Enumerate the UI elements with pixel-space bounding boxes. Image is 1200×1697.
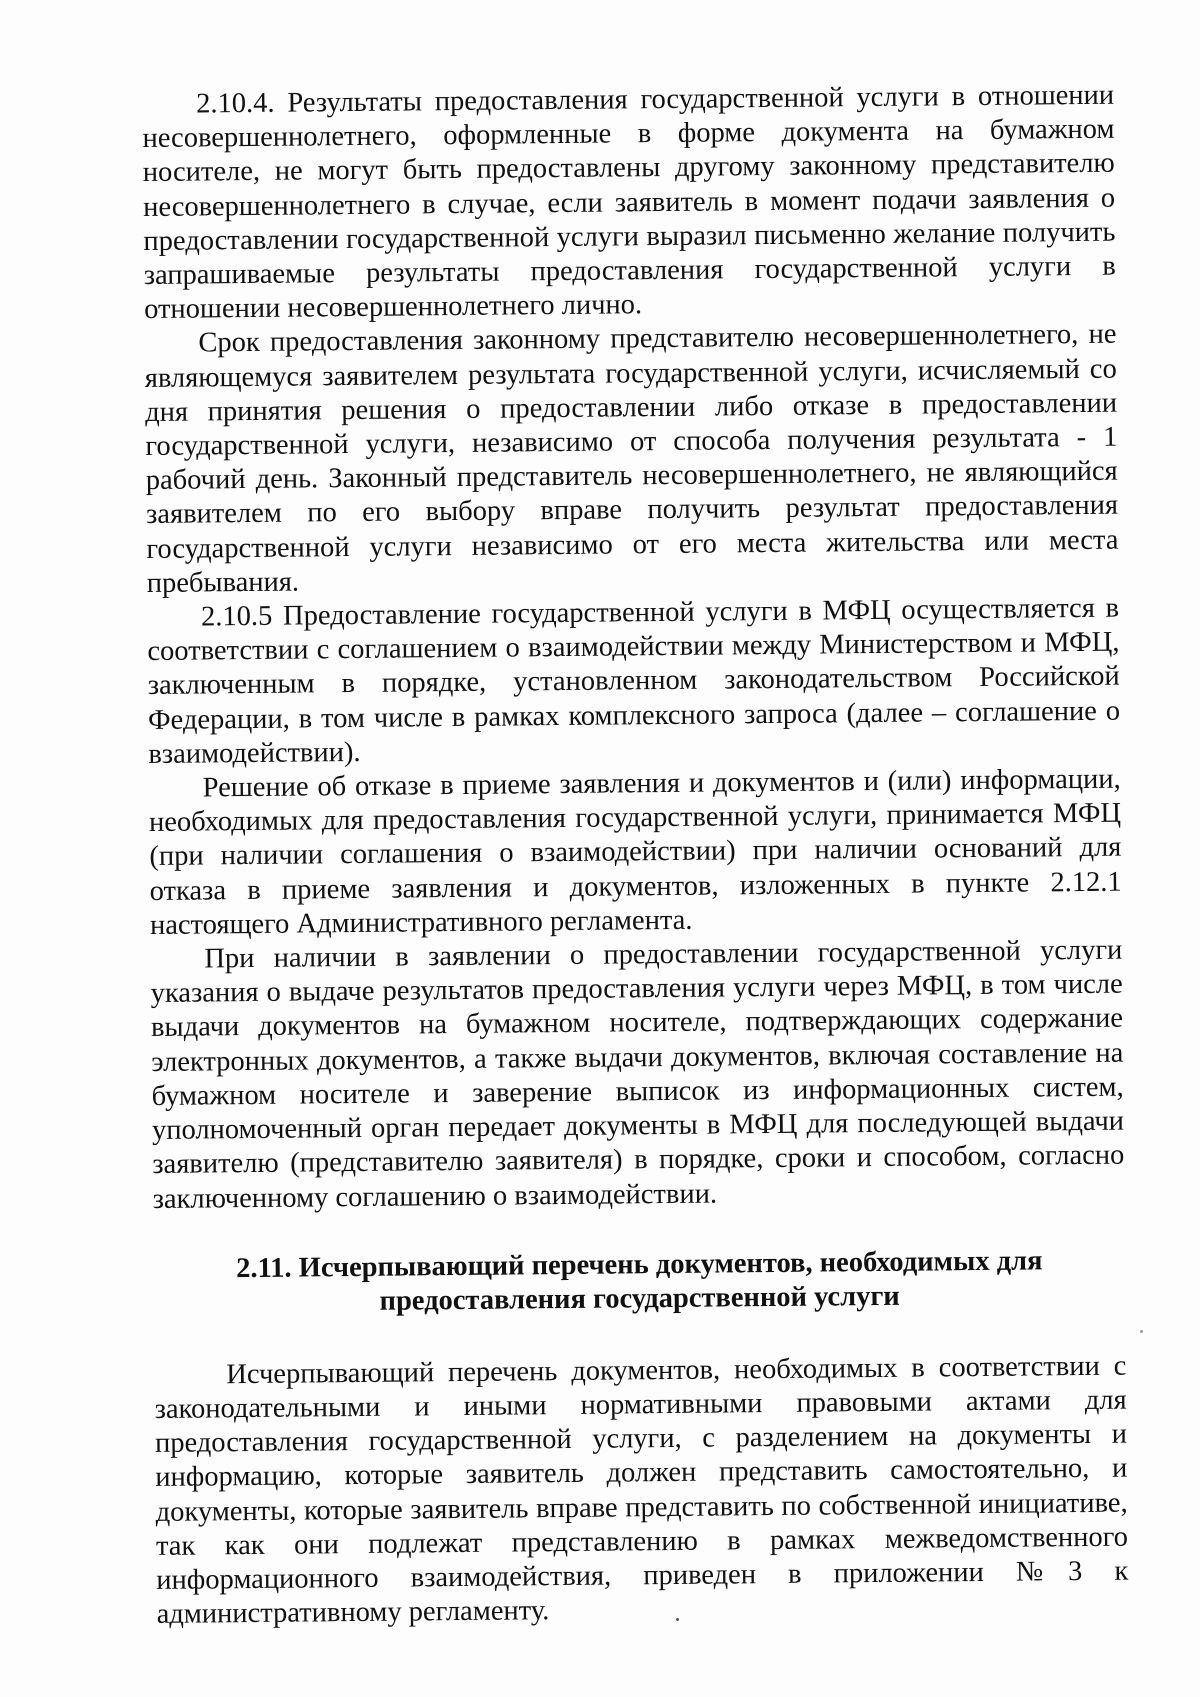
document-body: [142, 79, 1129, 1633]
section-heading-line-2: предоставления государственной услуги: [379, 1280, 900, 1317]
paragraph-refusal: Решение об отказе в приеме заявления и документов и (или) информации, необходимых для предоставления государственной услуги, принимается МФЦ (при наличии соглашения о взаимодействии) при наличии оснований для отказа в приеме заявления и документов, изложенных в пункте 2.12.1 настоящего Административного регламента.: [148, 763, 1122, 941]
paragraph-mfc-delivery: При наличии в заявлении о предоставлении государственной услуги указания о выдаче результатов предоставления услуги через МФЦ, в том числе выдачи документов на бумажном носителе, подтверждающих содержание электронных документов, а также выдачи документов, включая составление на бумажном носителе и заверение выписок из информационных систем, уполномоченный орган передает документы в МФЦ для последующей выдачи заявителю (представителю заявителя) в порядке, сроки и способом, согласно заключенному соглашению о взаимодействии.: [150, 934, 1125, 1215]
paragraph-2-10-4: 2.10.4. Результаты предоставления государственной услуги в отношении несовершеннолетнего, оформленные в форме документа на бумажном носителе, не могут быть предоставлены другому законному представителю несовершеннолетнего в случае, если заявитель в момент подачи заявления о предоставлении государственной услуги выразил письменно желание получить запрашиваемые результаты предоставления государственной услуги в отношении несовершеннолетнего лично.: [142, 79, 1116, 326]
scan-speck: [676, 1618, 679, 1621]
section-heading-line-1: 2.11. Исчерпывающий перечень документов, необходимых для: [236, 1245, 1043, 1284]
section-heading-2-11: [153, 1243, 1126, 1320]
paragraph-2-10-5: 2.10.5 Предоставление государственной услуги в МФЦ осуществляется в соответствии с соглашением о взаимодействии между Министерством и МФЦ, заключенным в порядке, установленном законодательством Российской Федерации, в том числе в рамках комплексного запроса (далее – соглашение о взаимодействии).: [147, 592, 1121, 770]
paragraph-term: Срок предоставления законному представителю несовершеннолетнего, не являющемуся заявителем результата государственной услуги, исчисляемый со дня принятия решения о предоставлении либо отказе в предоставлении государственной услуги, независимо от способа получения результата - 1 рабочий день. Законный представитель несовершеннолетнего, не являющийся заявителем по его выбору вправе получить результат предоставления государственной услуги независимо от его места жительства или места пребывания.: [144, 319, 1119, 599]
scan-speck: [1140, 1330, 1143, 1333]
paragraph-documents-list: Исчерпывающий перечень документов, необходимых в соответствии с законодательными и иными нормативными правовыми актами для предоставления государственной услуги, с разделением на документы и информацию, которые заявитель должен представить самостоятельно, и документы, которые заявитель вправе представить по собственной инициативе, так как они подлежат представлению в рамках межведомственного информационного взаимодействия, приведен в приложении №3 к административному регламенту.: [154, 1350, 1129, 1631]
